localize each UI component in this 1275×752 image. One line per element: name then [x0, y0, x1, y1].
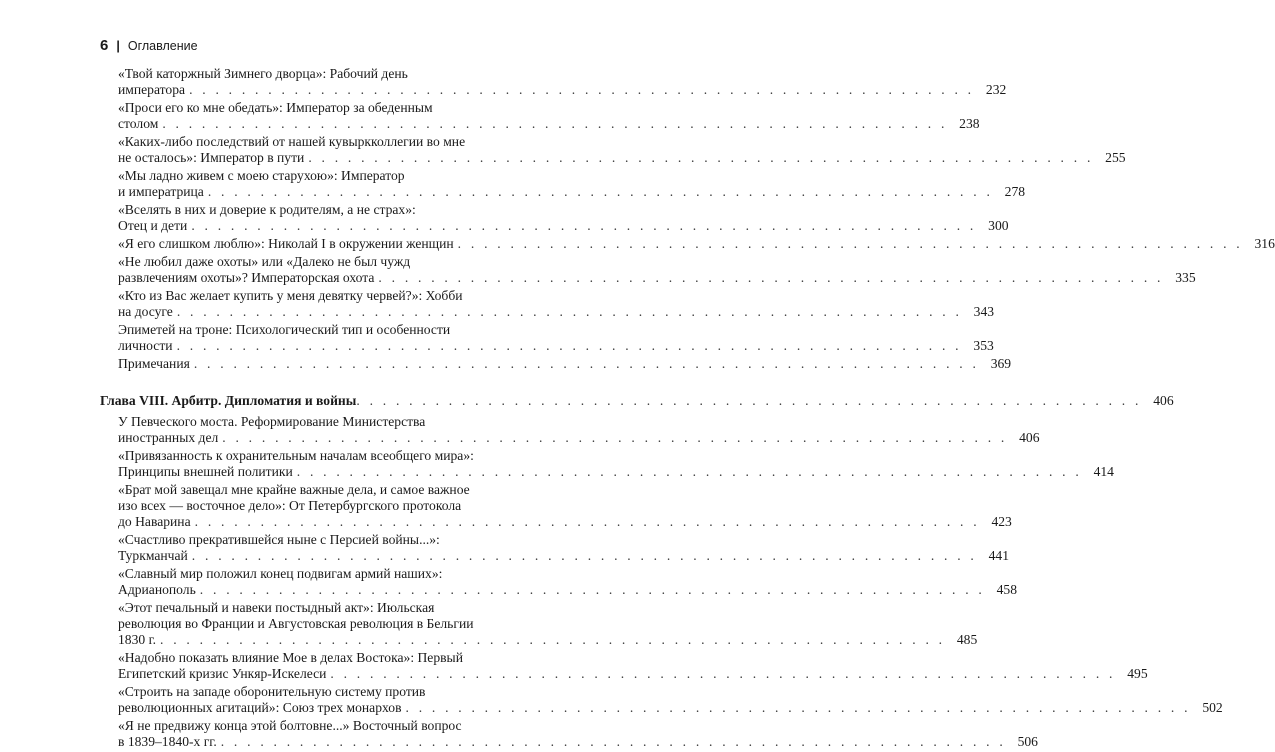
toc-entry-text: до Наварина — [118, 514, 191, 529]
toc-entry[interactable] — [118, 202, 1009, 234]
section-title: Оглавление — [127, 39, 198, 53]
toc-entry-line — [118, 116, 954, 132]
toc-entry-title — [100, 393, 1148, 409]
toc-entry-text: Отец и дети — [118, 218, 188, 233]
toc-entry-text: императора — [118, 82, 186, 97]
toc-entry-text: «Счастливо прекратившейся ныне с Персией войны...»: — [118, 532, 440, 547]
toc-entry-text: «Этот печальный и навеки постыдный акт»: Июльская — [118, 600, 435, 615]
toc-entry-line — [118, 236, 1249, 252]
toc-entry-text: У Певческого моста. Реформирование Министерства — [118, 414, 426, 429]
dot-leader: . . . . . . . . . . . . . . . . . . . . . . . . . . . . . . . . . . . . . . . . . . . . . . . . . . . . . . . . . . . . — [330, 666, 1116, 681]
toc-entry-text: «Брат мой завещал мне крайне важные дела, и самое важное — [118, 482, 470, 497]
toc-entry-text: на досуге — [118, 304, 173, 319]
toc-entry-line — [118, 356, 985, 372]
toc-entry-title — [118, 288, 968, 320]
toc-page-number: 316 — [1254, 236, 1275, 251]
toc-entry-text: и императрица — [118, 184, 204, 199]
toc-entry-title — [118, 600, 951, 648]
toc-entry-line — [118, 566, 991, 582]
toc-page-number: 343 — [973, 304, 995, 319]
toc-entry-text: 1830 г. — [118, 632, 157, 647]
toc-page-number: 255 — [1105, 150, 1126, 165]
toc-page-number: 278 — [1004, 184, 1026, 199]
toc-entry[interactable] — [118, 448, 1114, 480]
dot-leader: . . . . . . . . . . . . . . . . . . . . . . . . . . . . . . . . . . . . . . . . . . . . . . . . . . . . . . . . . . . . — [220, 734, 1006, 749]
toc-entry[interactable] — [118, 566, 1018, 598]
toc-entry-line — [118, 322, 968, 338]
toc-entry-line — [118, 498, 986, 514]
dot-leader: . . . . . . . . . . . . . . . . . . . . . . . . . . . . . . . . . . . . . . . . . . . . . . . . . . . . . . . . . . . . — [378, 270, 1164, 285]
toc-entry-title — [118, 566, 991, 598]
toc-entry-line — [118, 666, 1122, 682]
toc-entry-line — [118, 288, 968, 304]
toc-entry-text: «Привязанность к охранительным началам всеобщего мира»: — [118, 448, 474, 463]
toc-entry-text: Эпиметей на троне: Психологический тип и особенности — [118, 322, 451, 337]
toc-entry[interactable] — [118, 600, 978, 648]
toc-entry[interactable] — [118, 168, 1026, 200]
toc-entry-text: Туркманчай — [118, 548, 188, 563]
toc-entry-title — [118, 532, 983, 564]
toc-entry-title — [118, 236, 1249, 252]
toc-entry-line — [118, 464, 1088, 480]
toc-entry-line — [118, 582, 991, 598]
toc-entry-text: «Надобно показать влияние Мое в делах Востока»: Первый — [118, 650, 463, 665]
toc-entry-text: развлечениям охоты»? Императорская охота — [118, 270, 375, 285]
toc-page-number: 458 — [996, 582, 1018, 597]
toc-entry[interactable] — [118, 254, 1196, 286]
dot-leader: . . . . . . . . . . . . . . . . . . . . . . . . . . . . . . . . . . . . . . . . . . . . . . . . . . . . . . . . . . . . — [160, 632, 946, 647]
toc-entry[interactable] — [118, 134, 1126, 166]
toc-page-number: 502 — [1202, 700, 1223, 715]
toc-entry-title — [118, 684, 1197, 716]
dot-leader: . . . . . . . . . . . . . . . . . . . . . . . . . . . . . . . . . . . . . . . . . . . . . . . . . . . . . . . . . . . . — [308, 150, 1094, 165]
toc-entry-text: Адрианополь — [118, 582, 196, 597]
toc-page-number: 353 — [973, 338, 994, 353]
dot-leader: . . . . . . . . . . . . . . . . . . . . . . . . . . . . . . . . . . . . . . . . . . . . . . . . . . . . . . . . . . . . — [199, 582, 986, 597]
toc-entry-line — [118, 66, 980, 82]
toc-entry-line — [118, 184, 999, 200]
toc-page-number: 238 — [959, 116, 980, 131]
toc-entry-line — [118, 700, 1197, 716]
toc-entry-line — [118, 414, 1014, 430]
toc-page-number: 369 — [990, 356, 1012, 371]
toc-entry-title — [118, 356, 985, 372]
toc-entry-line — [118, 448, 1088, 464]
header-separator: | — [116, 39, 120, 53]
toc-entry[interactable] — [118, 414, 1040, 446]
toc-page-number: 414 — [1093, 464, 1114, 479]
dot-leader: . . . . . . . . . . . . . . . . . . . . . . . . . . . . . . . . . . . . . . . . . . . . . . . . . . . . . . . . . . . . — [356, 393, 1142, 408]
toc-entry-text: «Твой каторжный Зимнего дворца»: Рабочий день — [118, 66, 408, 81]
dot-leader: . . . . . . . . . . . . . . . . . . . . . . . . . . . . . . . . . . . . . . . . . . . . . . . . . . . . . . . . . . . . — [176, 304, 963, 319]
toc-entry-text: Египетский кризис Ункяр-Искелеси — [118, 666, 327, 681]
toc-entry-line — [118, 168, 999, 184]
toc-page-number: 232 — [985, 82, 1007, 97]
toc-page-number: 485 — [956, 632, 978, 647]
toc-entry-line — [118, 532, 983, 548]
toc-entry-text: иностранных дел — [118, 430, 219, 445]
running-head — [100, 38, 198, 54]
dot-leader: . . . . . . . . . . . . . . . . . . . . . . . . . . . . . . . . . . . . . . . . . . . . . . . . . . . . . . . . . . . . — [207, 184, 994, 199]
toc-entry-line — [118, 718, 1012, 734]
toc-entry-line — [118, 482, 986, 498]
toc-entry-line — [118, 202, 983, 218]
toc-entry-line — [100, 393, 1148, 409]
toc-entry-title — [118, 254, 1170, 286]
toc-entry-text: «Не любил даже охоты» или «Далеко не был чужд — [118, 254, 411, 269]
toc-entry-text: не осталось»: Император в пути — [118, 150, 305, 165]
toc-page-number: 423 — [991, 514, 1012, 529]
toc-page-number: 441 — [988, 548, 1010, 563]
toc-entry-line — [118, 600, 951, 616]
toc-entry-text: «Каких-либо последствий от нашей кувыркколлегии во мне — [118, 134, 466, 149]
toc-entry-line — [118, 270, 1170, 286]
toc-entry-line — [118, 514, 986, 530]
toc-entry-text: Примечания — [118, 356, 190, 371]
toc-entry-title — [118, 322, 968, 354]
toc-entry-text: личности — [118, 338, 173, 353]
dot-leader: . . . . . . . . . . . . . . . . . . . . . . . . . . . . . . . . . . . . . . . . . . . . . . . . . . . . . . . . . . . . — [189, 82, 975, 97]
toc-page-number: 406 — [1019, 430, 1040, 445]
toc-entry-title — [118, 650, 1122, 682]
dot-leader: . . . . . . . . . . . . . . . . . . . . . . . . . . . . . . . . . . . . . . . . . . . . . . . . . . . . . . . . . . . . — [176, 338, 962, 353]
toc-entry[interactable] — [118, 684, 1223, 716]
toc-entry-line — [118, 650, 1122, 666]
toc-entry-line — [118, 100, 954, 116]
toc-entry-title — [118, 448, 1088, 480]
toc-entry[interactable] — [118, 482, 1012, 530]
toc-entry-title — [118, 718, 1012, 750]
toc-entry-title — [118, 482, 986, 530]
toc-page-number: 300 — [988, 218, 1009, 233]
toc-entry-line — [118, 616, 951, 632]
toc-entry-line — [118, 734, 1012, 750]
dot-leader: . . . . . . . . . . . . . . . . . . . . . . . . . . . . . . . . . . . . . . . . . . . . . . . . . . . . . . . . . . . . — [191, 548, 978, 563]
toc-entry-text: «Я не предвижу конца этой болтовне...» Восточный вопрос — [118, 718, 462, 733]
toc-entry-line — [118, 82, 980, 98]
dot-leader: . . . . . . . . . . . . . . . . . . . . . . . . . . . . . . . . . . . . . . . . . . . . . . . . . . . . . . . . . . . . — [457, 236, 1243, 251]
toc-page-number: 406 — [1153, 393, 1174, 408]
toc-entry-text: «Вселять в них и доверие к родителям, а не страх»: — [118, 202, 416, 217]
toc-entry[interactable] — [118, 66, 1007, 98]
toc-entry-text: Принципы внешней политики — [118, 464, 293, 479]
toc-entry-line — [118, 254, 1170, 270]
toc-entry-text: революция во Франции и Августовская революция в Бельгии — [118, 616, 474, 631]
table-of-contents — [100, 66, 1275, 752]
toc-entry[interactable] — [118, 322, 994, 354]
toc-entry[interactable] — [118, 532, 1010, 564]
toc-entry[interactable] — [118, 650, 1148, 682]
dot-leader: . . . . . . . . . . . . . . . . . . . . . . . . . . . . . . . . . . . . . . . . . . . . . . . . . . . . . . . . . . . . — [194, 514, 980, 529]
toc-entry-text: «Славный мир положил конец подвигам армий наших»: — [118, 566, 443, 581]
toc-entry[interactable] — [118, 100, 980, 132]
dot-leader: . . . . . . . . . . . . . . . . . . . . . . . . . . . . . . . . . . . . . . . . . . . . . . . . . . . . . . . . . . . . — [222, 430, 1008, 445]
toc-entry[interactable] — [118, 718, 1038, 750]
dot-leader: . . . . . . . . . . . . . . . . . . . . . . . . . . . . . . . . . . . . . . . . . . . . . . . . . . . . . . . . . . . . — [193, 356, 980, 371]
toc-entry-line — [118, 134, 1100, 150]
toc-page-number: 506 — [1017, 734, 1038, 749]
toc-entry-text: «Мы ладно живем с моею старухою»: Император — [118, 168, 405, 183]
toc-entry-line — [118, 338, 968, 354]
page-number: 6 — [100, 37, 109, 54]
toc-entry-line — [118, 150, 1100, 166]
toc-entry-text: «Проси его ко мне обедать»: Император за обеденным — [118, 100, 433, 115]
toc-entry-text: революционных агитаций»: Союз трех монархов — [118, 700, 402, 715]
toc-entry-line — [118, 218, 983, 234]
toc-entry-title — [118, 100, 954, 132]
toc-entry-title — [118, 414, 1014, 446]
dot-leader: . . . . . . . . . . . . . . . . . . . . . . . . . . . . . . . . . . . . . . . . . . . . . . . . . . . . . . . . . . . . — [162, 116, 948, 131]
dot-leader: . . . . . . . . . . . . . . . . . . . . . . . . . . . . . . . . . . . . . . . . . . . . . . . . . . . . . . . . . . . . — [405, 700, 1191, 715]
toc-entry-line — [118, 304, 968, 320]
toc-entry[interactable] — [118, 236, 1275, 252]
toc-entry-line — [118, 684, 1197, 700]
toc-page-number: 495 — [1127, 666, 1148, 681]
toc-entry-title — [118, 134, 1100, 166]
toc-entry-text: столом — [118, 116, 159, 131]
toc-entry-text: Глава VIII. Арбитр. Дипломатия и войны — [100, 393, 357, 408]
toc-entry-title — [118, 202, 983, 234]
toc-entry[interactable] — [118, 356, 1012, 372]
toc-entry-text: изо всех — восточное дело»: От Петербургского протокола — [118, 498, 462, 513]
toc-entry[interactable] — [118, 288, 995, 320]
dot-leader: . . . . . . . . . . . . . . . . . . . . . . . . . . . . . . . . . . . . . . . . . . . . . . . . . . . . . . . . . . . . — [191, 218, 977, 233]
toc-chapter-heading[interactable] — [100, 393, 1174, 409]
toc-entry-title — [118, 66, 980, 98]
toc-entry-title — [118, 168, 999, 200]
toc-entry-line — [118, 548, 983, 564]
toc-entry-line — [118, 430, 1014, 446]
toc-entry-text: «Строить на западе оборонительную систему против — [118, 684, 426, 699]
toc-page-number: 335 — [1175, 270, 1196, 285]
toc-entry-text: «Я его слишком люблю»: Николай I в окружении женщин — [118, 236, 454, 251]
toc-entry-text: в 1839–1840-х гг. — [118, 734, 217, 749]
dot-leader: . . . . . . . . . . . . . . . . . . . . . . . . . . . . . . . . . . . . . . . . . . . . . . . . . . . . . . . . . . . . — [296, 464, 1082, 479]
toc-entry-text: «Кто из Вас желает купить у меня девятку червей?»: Хобби — [118, 288, 463, 303]
toc-entry-line — [118, 632, 951, 648]
